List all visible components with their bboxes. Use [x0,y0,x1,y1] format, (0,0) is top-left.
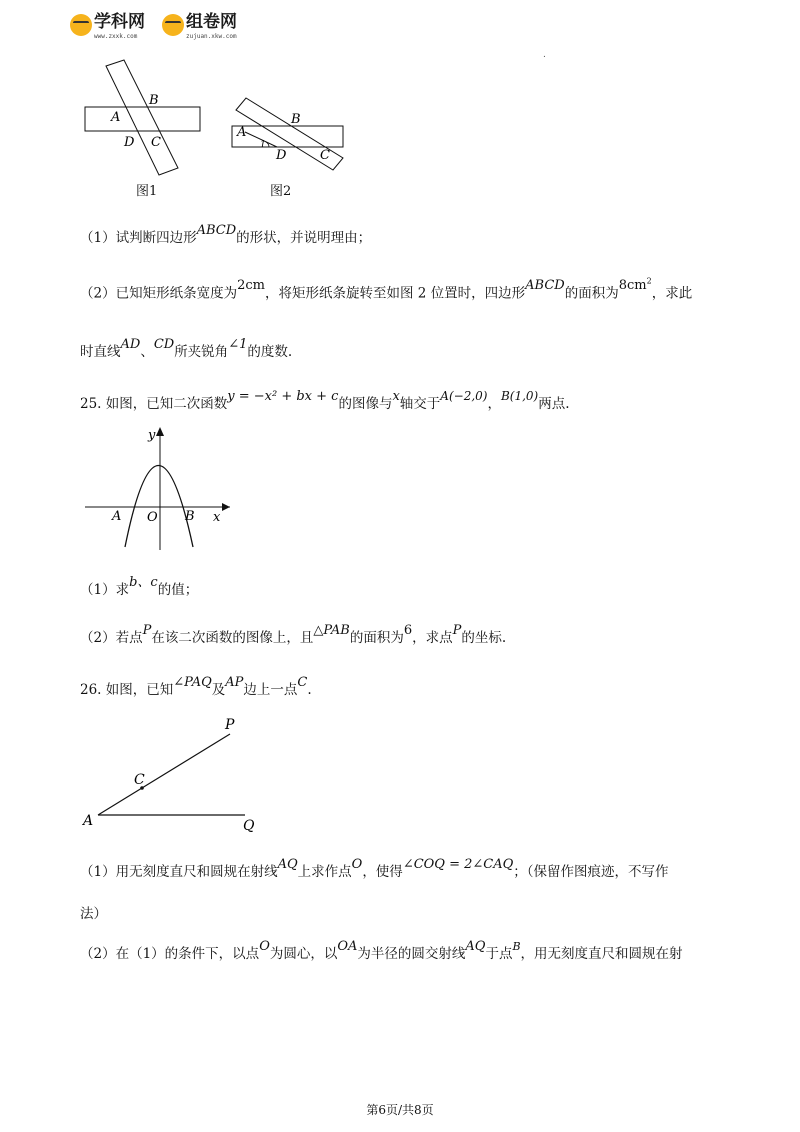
q26-part2 [80,939,683,965]
text: ，求点 [412,630,453,646]
q25-stem [80,389,570,415]
text: 在该二次函数的图像上，且 [151,630,314,646]
figure-2 [225,92,350,172]
text: 的度数. [247,344,293,360]
math-x: x [392,389,400,404]
text: 边上一点 [243,682,298,698]
math-function: y = −x² + bx + c [227,389,339,404]
text: ，求此 [651,285,693,302]
label-B: B [185,509,195,524]
math-angle1: ∠1 [228,337,248,352]
parabola [125,466,193,548]
text: （2）已知矩形纸条宽度为 [80,285,238,302]
fig2-label-C: C [320,148,330,163]
q25-part1 [80,575,199,601]
text: 为圆心，以 [269,946,338,962]
q25-part2 [80,623,507,649]
math-o: O [259,939,270,954]
text: . [307,682,312,698]
math-abcd: ABCD [196,223,237,238]
q24-part2 [80,277,693,304]
xuekewang-logo [70,12,145,40]
text: ，使得 [362,864,403,880]
text: ；（保留作图痕迹，不写作 [513,864,669,880]
label-A: A [83,813,94,829]
math-oa: OA [337,939,358,954]
text: 轴交于 [399,396,441,412]
horizontal-strip [85,107,200,131]
text: 时直线 [80,344,121,360]
text: 的图像与 [338,396,393,412]
text: ，用无刻度直尺和圆规在射 [520,946,683,962]
fig2-label-1: 1 [260,140,266,150]
fig1-label-A: A [111,110,121,125]
math-abcd: ABCD [525,278,565,294]
page-number: 第6页/共8页 [366,1103,434,1117]
fig2-label-D: D [276,148,287,163]
fig1-label-D: D [124,135,135,150]
label-A: A [112,509,122,524]
q24-part1 [80,223,372,249]
y-axis-arrow-icon [156,427,164,436]
math-p: P [142,623,152,638]
zujuanwang-logo [162,12,237,40]
ray-ap [98,734,230,815]
math-area-sup: 2 [646,277,652,286]
math-ap: AP [225,675,244,690]
text: 的面积为 [349,630,404,646]
text: （1）求 [80,582,130,598]
text: 于点 [485,946,513,962]
text: 为半径的圆交射线 [357,946,466,962]
stray-dot: . [543,50,546,60]
text: 两点. [538,396,570,412]
text: 、 [140,344,154,360]
fig1-label-B: B [149,93,159,108]
math-aq: AQ [465,939,486,954]
text: （2）在（1）的条件下，以点 [80,946,260,962]
label-Q: Q [243,818,255,834]
text: 的坐标. [461,630,507,646]
text: （2）若点 [80,630,143,646]
q26-part1 [80,857,669,883]
q26-part1-cont: 法） [80,906,107,922]
math-width: 2cm [237,278,265,294]
text: 的值； [157,582,199,598]
math-angle: ∠PAQ [173,675,212,690]
fig2-label-B: B [291,112,301,127]
fig1-caption: 图1 [136,184,158,199]
math-area: 8cm [618,278,647,294]
horizontal-strip [232,126,343,147]
q26-figure [80,712,270,837]
x-axis-arrow-icon [222,503,230,511]
text: ，将矩形纸条旋转至如图 2 位置时，四边形 [264,285,526,302]
q26-stem [80,675,312,701]
math-triangle: △PAB [313,623,350,638]
math-point-b: B(1,0) [500,389,539,403]
fig1-label-C: C [151,135,161,150]
q24-part2-cont [80,337,293,363]
label-P: P [225,717,235,733]
math-equation: ∠COQ = 2∠CAQ [402,857,514,872]
math-point-a: A(−2,0) [440,389,488,403]
q25-graph [85,422,235,554]
text: 及 [211,682,226,698]
mascot-icon [162,14,184,36]
text: 的面积为 [564,285,619,302]
logo1-name: 学科网 [94,12,145,32]
text: （1）试判断四边形 [80,230,197,246]
math-p: P [452,623,462,638]
text: 25. 如图，已知二次函数 [80,396,228,412]
math-six: 6 [403,623,413,638]
math-b: B [512,940,521,953]
math-bc: b、c [129,575,158,590]
label-O: O [147,510,158,525]
label-C: C [134,772,145,788]
text: （1）用无刻度直尺和圆规在射线 [80,864,278,880]
logo2-name: 组卷网 [186,12,237,32]
text: 上求作点 [297,864,352,880]
fig2-caption: 图2 [270,184,292,199]
fig2-label-A: A [237,125,247,140]
header-logos [70,12,260,46]
math-o: O [351,857,363,872]
text: 的形状，并说明理由； [236,230,372,246]
logo2-url: zujuan.xkw.com [186,33,237,40]
math-aq: AQ [277,857,298,872]
math-c: C [297,675,308,690]
text: 26. 如图，已知 [80,682,174,698]
logo1-url: www.zxxk.com [94,33,138,40]
math-cd: CD [153,337,175,352]
math-ad: AD [120,337,141,352]
text: ， [487,396,501,412]
label-x: x [213,510,221,525]
mascot-icon [70,14,92,36]
text: 所夹锐角 [174,344,229,360]
label-y: y [148,428,156,443]
